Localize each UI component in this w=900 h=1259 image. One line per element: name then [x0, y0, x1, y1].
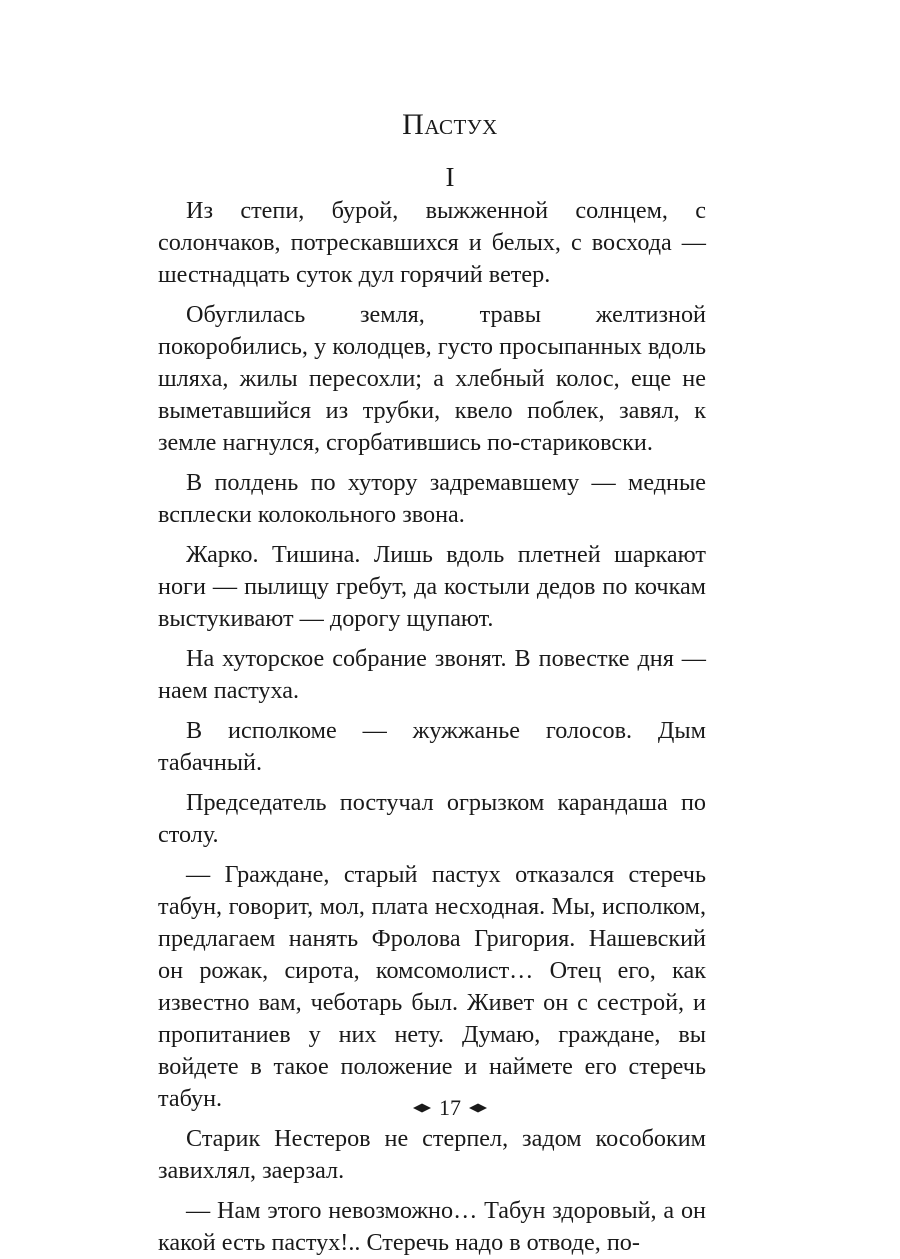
paragraph: Жарко. Тишина. Лишь вдоль плетней шаркают ноги — пылищу гребут, да костыли дедов по кочкам выстукивают — дорогу щупают. [158, 541, 706, 632]
paragraph: Председатель постучал огрызком карандаша по столу. [158, 789, 706, 848]
paragraph: В полдень по хутору задремавшему — медные всплески колокольного звона. [158, 469, 706, 528]
paragraph: На хуторское собрание звонят. В повестке дня — наем пастуха. [158, 645, 706, 704]
paragraph: Обуглилась земля, травы желтизной покоробились, у колодцев, густо просыпанных вдоль шляха, жилы пересохли; а хлебный колос, еще не выметавшийся из трубки, квело поблек, завял, к земле нагнулся, сгорбатившись по-стариковски. [158, 301, 706, 456]
paragraph: — Граждане, старый пастух отказался стеречь табун, говорит, мол, плата несходная. Мы, исполком, предлагаем нанять Фролова Григория. Нашевский он рожак, сирота, комсомолист… Отец его, как известно вам, чеботарь был. Живет он с сестрой, и пропитаниев у них нету. Думаю, граждане, вы войдете в такое положение и наймете его стеречь табун. [158, 861, 706, 1112]
paragraph: — Нам этого невозможно… Табун здоровый, а он какой есть пастух!.. Стеречь надо в отводе, по- [158, 1197, 706, 1256]
chapter-title: Пастух [402, 108, 498, 141]
right-diamond-arrow-icon [469, 1103, 487, 1113]
left-diamond-arrow-icon [413, 1103, 431, 1113]
paragraph: В исполкоме — жужжанье голосов. Дым табачный. [158, 717, 706, 776]
paragraph: Из степи, бурой, выжженной солнцем, с солончаков, потрескавшихся и белых, с восхода — шестнадцать суток дул горячий ветер. [158, 197, 706, 288]
section-number: I [445, 162, 455, 192]
page-number: 17 [439, 1095, 461, 1120]
paragraph: Старик Нестеров не стерпел, задом кособоким завихлял, заерзал. [158, 1125, 706, 1184]
page-footer [0, 1095, 900, 1121]
